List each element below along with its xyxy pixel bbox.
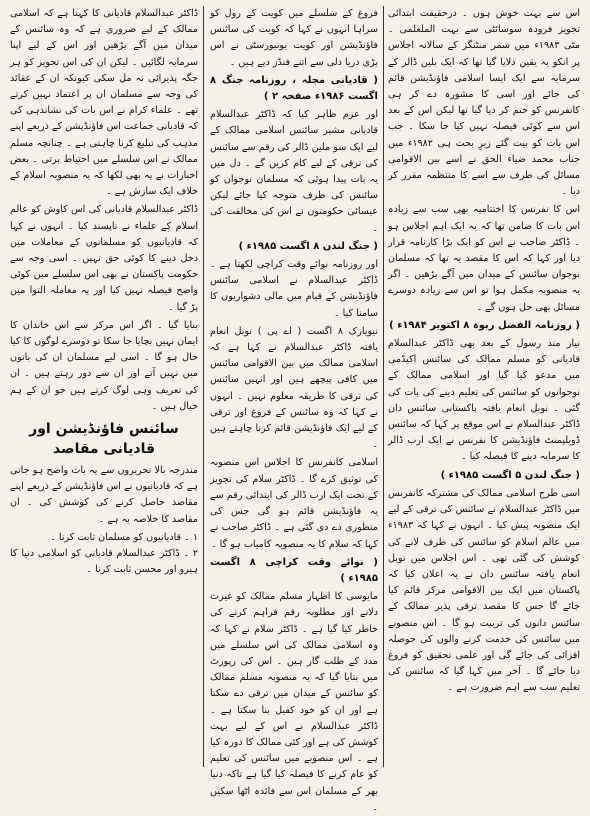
paragraph: مندرجہ بالا تحریروں سے یہ بات واضح ہو جاتی ہے کہ قادیانیوں نے اس فاؤنڈیشن کے ذریعے اپنے مقاصد حاصل کرنے کی کوشش کی ۔ ان مقاصد کا خلاصہ یہ ہے ۔	[10, 465, 198, 525]
middle-column	[206, 6, 382, 813]
paragraph: اس سے بہت خوش ہوں ۔ درحقیقت ابتدائی تجویز فرودہ سوسائٹی سے بہت الملعلمی ۔ مٹی ۱۹۸۳ء میں سمر منٹنگز کے سالانہ اجلاس پر انکو یہ یقین دلایا گیا تھا کہ ایک بلین ڈالر کے سرمایہ سے ایک ایسا اسلامی فاؤنڈیشن قائم کی جائے اور اسی کا مشورہ دے کر ہی کانفرنس کو ختم کر دیا گیا تھا لیکن اس کے بعد اس سے کوئی فیصلہ نہیں کیا جا سکا ۔ جب اس بات کو بیت گئے زیرِ بحث ہی ۱۹۸۲ء میں جناب محمد ضیاء الحق نے اسے بین الاقوامی مسائل کی طرف سے اسے کا منتظمہ مقرر کر دیا ۔	[388, 8, 580, 198]
section-heading: سائنس فاؤنڈیشن اور قادیانی مقاصد	[29, 421, 179, 458]
citation: ( جنگ لندن ۵ اگست ۱۹۸۵ء )	[440, 469, 580, 481]
paragraph: مایوسی کا اظہار مسلم ممالک کو غیرت دلانے اور مطلوبہ رقم فراہم کرنے کی خاطر کیا گیا ہے ۔ ڈاکٹر سلام نے کہا کہ وہ اسلامی ممالک کی اس سلسلے میں مدد کے طلب گار ہیں ۔ اس کی رپورٹ میں بتایا گیا کہ یہ منصوبہ مسلم ممالک کو سائنس کے میدان میں ترقی دے سکتا ہے اور ان کو خود کفیل بنا سکتا ہے ۔ ڈاکٹر عبدالسلام نے اس کے لیے بہت کوشش کی ہے اور کئی ممالک کا دورہ کیا ہے ۔ اس منصوبے میں سائنس کی تعلیم کو عام کرنے کا فیصلہ کیا گیا ہے تاکہ دنیا بھر کے مسلمان اس سے فائدہ اٹھا سکیں ۔	[210, 591, 378, 813]
paragraph: نیاز مند رسول کے بعد بھی ڈاکٹر عبدالسلام قادیانی کو مسلم ممالک کی سائنس اکیڈمی میں مدعو کیا گیا اور اسلامی ممالک کے نوجوانوں کو سائنس کی تعلیم دینے کی بات کی گئی ۔ نوبل انعام یافتہ پاکستانی سائنس دان ڈاکٹر عبدالسلام نے اس موقع پر کہا کہ سائنس ڈویلپمنٹ فاؤنڈیشن کا نفرنس نے ایک ارب ڈالر کا سرمایہ دینے کا فیصلہ کیا ۔	[388, 338, 580, 463]
paragraph: فروغ کے سلسلے میں کویت کے رول کو سراہا انہوں نے کہا کہ کویت کی سائنس فاؤنڈیشن اور کویت یونیورسٹی نے اس بڑی دریا دلی سے اتنے فنڈز دیے ہیں ۔	[210, 8, 378, 68]
citation: ( نوائے وقت کراچی ۸ اگست ۱۹۸۵ء )	[210, 556, 378, 584]
list-item: ۱ ۔ قادیانیوں کو مسلمان ثابت کرنا ۔	[50, 531, 198, 543]
column-divider	[203, 6, 204, 767]
paragraph: ڈاکٹر عبدالسلام قادیانی کا کہنا ہے کہ اسلامی ممالک کے لیے ضروری ہے کہ وہ سائنس کے میدان میں آگے بڑھیں اور اس کے لیے اپنا سرمایہ لگائیں ۔ لیکن ان کی اس تجویز کو ہر جگہ پذیرائی نہ مل سکی کیونکہ ان کے عقائد کی وجہ سے مسلمان ان پر اعتماد نہیں کرتے تھے ۔ علماء کرام نے اس بات کی نشاندہی کی کہ قادیانی جماعت اس فاؤنڈیشن کے ذریعے اپنے مذہب کی تبلیغ کرنا چاہتی ہے ۔ چنانچہ مسلم ممالک نے اس سلسلے میں احتیاط برتی ۔ بعض اخبارات نے یہ بھی لکھا کہ یہ منصوبہ اسلام کے خلاف ایک سازش ہے ۔	[10, 8, 198, 198]
paragraph: اور عزم ظاہر کیا کہ ڈاکٹر عبدالسلام قادیانی مشیر سائنس اسلامی ممالک کے لیے ایک سو ملین ڈالر کی رقم سے سائنس کی ترقی کے لیے کام کریں گے ۔ دل میں یہ بات پیدا ہوئی کہ مسلمان نوجوان کو سائنس کی طرف متوجہ کیا جائے لیکن عیسائی حکومتوں نے اس کی مخالفت کی ۔	[210, 109, 378, 234]
citation: ( جنگ لندن ۸ اگست ۱۹۸۵ء )	[238, 240, 378, 252]
citation: ( روزنامہ الفضل ربوہ ۸ اکتوبر ۱۹۸۴ء )	[389, 319, 580, 331]
paragraph: بنایا گیا ۔ اگر اس مرکز سے اس خاندان کا ایمان نہیں بچایا جا سکا تو دوسرے لوگوں کا کیا حال ہو گا ۔ اسی لیے مسلمان ان کی باتوں میں نہیں آتے اور ان سے دور رہتے ہیں ۔ ان کی تعریف وہی لوگ کرتے ہیں جو ان کے ہم خیال ہیں ۔	[10, 319, 198, 412]
paragraph: اسلامی کانفرنس کا اجلاس اس منصوبہ کی توثیق کرے گا ۔ ڈاکٹر سلام کی تجویز کے تحت ایک ارب ڈالر کی ابتدائی رقم سے یہ فاؤنڈیشن قائم ہو گی جس کی منظوری دے دی گئی ہے ۔ ڈاکٹر صاحب نے کہا کہ سلام کا یہ منصوبہ کامیاب ہو گا ۔	[210, 457, 378, 550]
left-column	[6, 6, 202, 767]
paragraph: اسی طرح اسلامی ممالک کی مشترکہ کانفرنس میں ڈاکٹر عبدالسلام نے سائنس کی ترقی کے لیے ایک منصوبہ پیش کیا ۔ انہوں نے کہا کہ ۱۹۸۳ء میں عالم اسلام کو سائنس کی طرف لانے کی کوشش کی گئی تھی ۔ اس اجلاس میں نوبل انعام یافتہ سائنس دان نے یہ اعلان کیا کہ پاکستان میں ایک بین الاقوامی مرکز قائم کیا جائے گا جس کا مقصد ترقی پذیر ممالک کے سائنس دانوں کی تربیت ہو گا ۔ اس منصوبے میں سائنس کی خدمت کرنے والوں کی حوصلہ افزائی کی جائے گی اور علمی تحقیق کو فروغ دیا جائے گا ۔ آخر میں کہا گیا کہ سائنس کی تعلیم سب سے اہم ضرورت ہے ۔	[388, 487, 580, 694]
paragraph: ڈاکٹر عبدالسلام قادیانی کی اس کاوش کو عالم اسلام کے علماء نے ناپسند کیا ۔ انہوں نے کہا کہ قادیانیوں کو مسلمانوں کے معاملات میں دخل دینے کا کوئی حق نہیں ۔ اسی وجہ سے حکومت پاکستان نے بھی اس سلسلے میں کوئی واضح فیصلہ نہیں کیا اور یہ معاملہ التوا میں پڑ گیا ۔	[10, 204, 198, 313]
paragraph: نیویارک ۸ اگست ( اے پی ) نوبل انعام یافتہ ڈاکٹر عبدالسلام نے کہا ہے کہ اسلامی ممالک میں بین الاقوامی سائنس میں کافی پیچھے ہیں اور انہیں سائنس کی ترقی کا طریقہ معلوم نہیں ۔ انہوں نے کہا کہ وہ سائنس کے فروغ اور ترقی کے لیے ایک فاؤنڈیشن قائم کرنا چاہتے ہیں ۔	[210, 325, 379, 451]
citation: ( قادیانی مجلہ ، روزنامہ جنگ ۸ اگست ۱۹۸۶ء صفحہ ۲ )	[210, 74, 378, 103]
paragraph: اس کا نفرنس کا اختتامیہ بھی سب سے زیادہ اس بات کا ضامن تھا کہ یہ ایک اہم اجلاس ہو ۔ ڈاکٹر صاحب نے اس کو ایک بڑا کارنامہ قرار دیا اور کہا کہ اس کا مقصد یہ تھا کہ مسلمان نوجوان سائنس کے میدان میں آگے بڑھیں ۔ اگر یہ منصوبہ مکمل ہوا تو اس سے زیادہ دوسرے مسائل بھی حل ہوں گے ۔	[388, 204, 580, 313]
paragraph: اور روزنامہ نوائے وقت کراچی لکھتا ہے ۔ ڈاکٹر عبدالسلام نے اسلامی سائنس فاؤنڈیشن کے قیام میں مالی دشواریوں کا سامنا کیا ۔	[210, 259, 378, 319]
list-item: ۲ ۔ ڈاکٹر عبدالسلام قادیانی کو اسلامی دنیا کا ہیرو اور محسن ثابت کرنا ۔	[10, 548, 198, 576]
right-column	[384, 6, 584, 767]
